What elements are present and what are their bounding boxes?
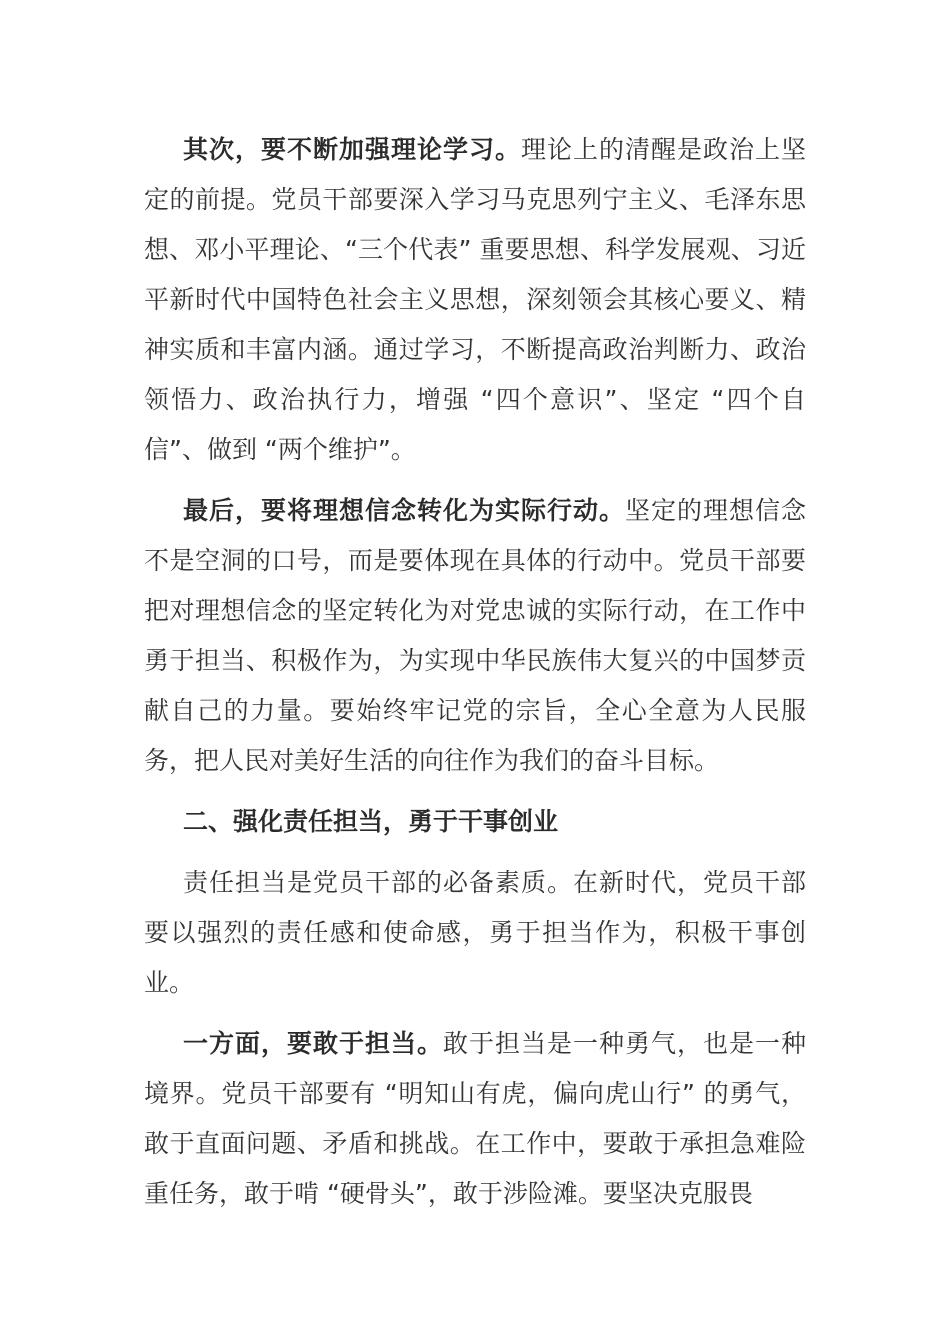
paragraph-text: 坚定的理想信念不是空洞的口号，而是要体现在具体的行动中。党员干部要把对理想信念的坚定转化为对党忠诚的实际行动，在工作中勇于担当、积极作为，为实现中华民族伟大复兴的中国梦贡献自己的力量。要始终牢记党的宗旨，全心全意为人民服务，把人民对美好生活的向往作为我们的奋斗目标。 bbox=[144, 496, 806, 775]
section-heading: 二、强化责任担当，勇于干事创业 bbox=[183, 807, 559, 836]
paragraph-lead: 其次，要不断加强理论学习。 bbox=[183, 135, 521, 164]
paragraph-lead: 最后，要将理想信念转化为实际行动。 bbox=[183, 496, 625, 525]
paragraph-lead: 一方面，要敢于担当。 bbox=[183, 1029, 443, 1058]
paragraph-text: 责任担当是党员干部的必备素质。在新时代，党员干部要以强烈的责任感和使命感，勇于担当作为，积极干事创业。 bbox=[144, 868, 806, 997]
paragraph-dare-to-take-charge bbox=[144, 1019, 806, 1219]
paragraph-responsibility bbox=[144, 858, 806, 1008]
paragraph-action bbox=[144, 486, 806, 786]
paragraph-text: 理论上的清醒是政治上坚定的前提。党员干部要深入学习马克思列宁主义、毛泽东思想、邓小平理论、“三个代表” 重要思想、科学发展观、习近平新时代中国特色社会主义思想，深刻领会其核心要义、精神实质和丰富内涵。通过学习，不断提高政治判断力、政治领悟力、政治执行力，增强 “四个意识”、坚定 “四个自信”、做到 “两个维护”。 bbox=[144, 135, 806, 464]
paragraph-text: 敢于担当是一种勇气，也是一种境界。党员干部要有 “明知山有虎，偏向虎山行” 的勇气，敢于直面问题、矛盾和挑战。在工作中，要敢于承担急难险重任务，敢于啃 “硬骨头”，敢于涉险滩。要坚决克服畏 bbox=[144, 1029, 806, 1208]
paragraph-theory-study bbox=[144, 125, 806, 475]
document-body bbox=[144, 125, 806, 1230]
